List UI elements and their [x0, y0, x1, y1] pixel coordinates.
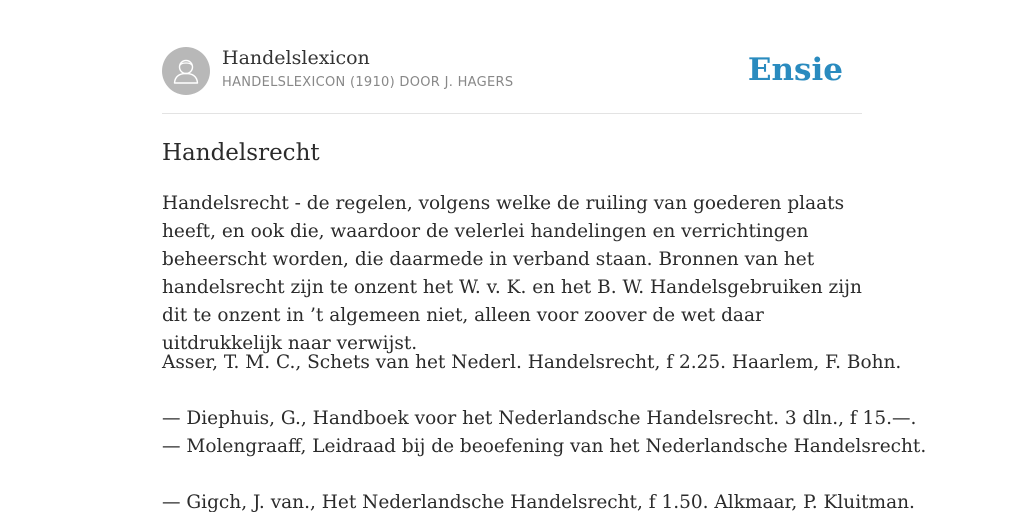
user-icon — [162, 47, 210, 95]
avatar[interactable] — [162, 47, 210, 95]
reference-item: — Molengraaff, Leidraad bij de beoefening van het Nederlandsche Handelsrecht. — [162, 436, 927, 457]
article-body: Handelsrecht - de regelen, volgens welke de ruiling van goederen plaats heeft, en ook die, waardoor de velerlei handelingen en verrichtingen beheerscht worden, die daarmede in verband staan. Bronnen van het handelsrecht zijn te onzent het W. v. K. en het B. W. Handelsgebruiken zijn dit te onzent in ’t algemeen niet, alleen voor zoover de wet daar uitdrukkelijk naar verwijst. — [162, 193, 862, 354]
source-subtitle[interactable]: HANDELSLEXICON (1910) DOOR J. HAGERS — [222, 75, 514, 90]
reference-item: — Diephuis, G., Handboek voor het Nederlandsche Handelsrecht. 3 dln., f 15.—. — [162, 408, 917, 429]
reference-item: Asser, T. M. C., Schets van het Nederl. Handelsrecht, f 2.25. Haarlem, F. Bohn. — [162, 352, 902, 373]
reference-item: — Gigch, J. van., Het Nederlandsche Handelsrecht, f 1.50. Alkmaar, P. Kluitman. — [162, 492, 915, 512]
header-divider — [162, 113, 862, 114]
article-title: Handelsrecht — [162, 140, 320, 166]
source-header — [162, 47, 862, 95]
references — [162, 349, 927, 512]
source-title[interactable]: Handelslexicon — [222, 47, 370, 69]
brand-logo[interactable]: Ensie — [747, 52, 843, 88]
